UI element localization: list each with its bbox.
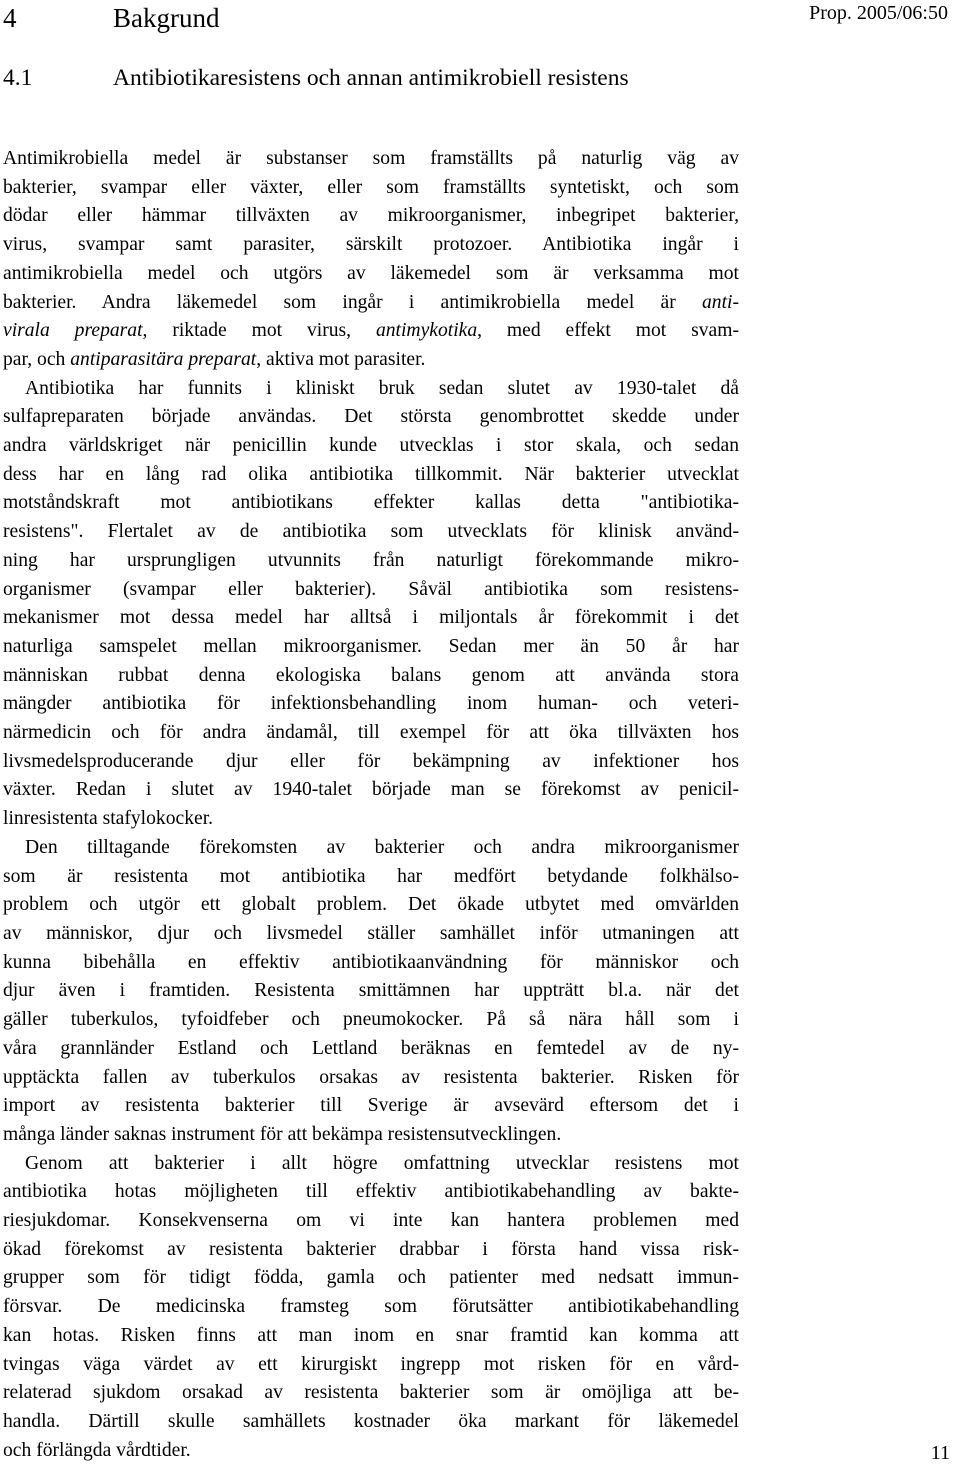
- text-line: ökad förekomst av resistenta bakterier drabbar i första hand vissa risk-: [3, 1238, 739, 1260]
- text-line: virus, svampar samt parasiter, särskilt protozoer. Antibiotika ingår i: [3, 234, 739, 256]
- text-line: gäller tuberkulos, tyfoidfeber och pneumokocker. På så nära håll som i: [3, 1009, 739, 1031]
- text-line: naturliga samspelet mellan mikroorganismer. Sedan mer än 50 år har: [3, 635, 739, 657]
- text-line: organismer (svampar eller bakterier). Såväl antibiotika som resistens-: [3, 578, 739, 600]
- text-line: Antimikrobiella medel är substanser som framställts på naturlig väg av: [3, 148, 739, 169]
- chapter-number: 4: [3, 3, 17, 33]
- section-number: 4.1: [3, 65, 33, 91]
- text-line: mängder antibiotika för infektionsbehandling inom human- och veteri-: [3, 693, 739, 715]
- document-page: [3, 0, 960, 1469]
- text-line: kan hotas. Risken finns att man inom en snar framtid kan komma att: [3, 1324, 739, 1346]
- running-head: Prop. 2005/06:50: [809, 2, 948, 24]
- chapter-title: Bakgrund: [113, 3, 220, 33]
- text-line: grupper som för tidigt födda, gamla och patienter med nedsatt immun-: [3, 1267, 739, 1289]
- body-text: [3, 145, 739, 1465]
- text-line: Antibiotika har funnits i kliniskt bruk sedan slutet av 1930-talet då: [25, 377, 739, 399]
- paragraph-2: [3, 375, 739, 834]
- text-line: många länder saknas instrument för att bekämpa resistensutvecklingen.: [3, 1123, 562, 1145]
- paragraph-4: [3, 1150, 739, 1466]
- text-line: tvingas väga värdet av ett kirurgiskt ingrepp mot risken för en vård-: [3, 1353, 739, 1375]
- text-line: linresistenta stafylokocker.: [3, 808, 214, 830]
- text-line: Den tilltagande förekomsten av bakterier och andra mikroorganismer: [25, 836, 739, 858]
- section-title: Antibiotikaresistens och annan antimikrobiell resistens: [113, 65, 629, 91]
- text-line: riesjukdomar. Konsekvenserna om vi inte kan hantera problemen med: [3, 1210, 739, 1232]
- text-line: mekanismer mot dessa medel har alltså i miljontals år förekommit i det: [3, 607, 739, 629]
- section-heading: [3, 61, 743, 95]
- text-line: livsmedelsproducerande djur eller för bekämpning av infektioner hos: [3, 750, 739, 772]
- text-line: och förlängda vårdtider.: [3, 1439, 191, 1461]
- text-line: kunna bibehålla en effektiv antibiotikaanvändning för människor och: [3, 951, 739, 973]
- chapter-heading: [3, 0, 219, 36]
- text-line: växter. Redan i slutet av 1940-talet började man se förekomst av penicil-: [3, 779, 739, 801]
- text-line: dess har en lång rad olika antibiotika tillkommit. När bakterier utvecklat: [3, 463, 739, 485]
- text-line: människan rubbat denna ekologiska balans genom att använda stora: [3, 664, 739, 686]
- page-number: 11: [930, 1442, 950, 1464]
- text-line: som är resistenta mot antibiotika har medfört betydande folkhälso-: [3, 865, 739, 887]
- text-line: upptäckta fallen av tuberkulos orsakas av resistenta bakterier. Risken för: [3, 1066, 739, 1088]
- text-line: motståndskraft mot antibiotikans effekter kallas detta "antibiotika-: [3, 492, 739, 514]
- text-line: virala preparat, riktade mot virus, antimykotika, med effekt mot svam-: [3, 320, 739, 342]
- text-line: bakterier. Andra läkemedel som ingår i antimikrobiella medel är anti-: [3, 291, 739, 313]
- text-line: närmedicin och för andra ändamål, till exempel för att öka tillväxten hos: [3, 722, 739, 744]
- text-line: handla. Därtill skulle samhällets kostnader öka markant för läkemedel: [3, 1410, 739, 1432]
- text-line: import av resistenta bakterier till Sverige är avsevärd eftersom det i: [3, 1095, 739, 1117]
- text-line: försvar. De medicinska framsteg som förutsätter antibiotikabehandling: [3, 1296, 739, 1318]
- text-line: problem och utgör ett globalt problem. Det ökade utbytet med omvärlden: [3, 894, 739, 916]
- text-line: av människor, djur och livsmedel ställer samhället inför utmaningen att: [3, 922, 739, 944]
- text-line: ning har ursprungligen utvunnits från naturligt förekommande mikro-: [3, 549, 739, 571]
- paragraph-1: [3, 145, 739, 375]
- text-line: våra grannländer Estland och Lettland beräknas en femtedel av de ny-: [3, 1037, 739, 1059]
- text-line: djur även i framtiden. Resistenta smittämnen har uppträtt bl.a. när det: [3, 980, 739, 1002]
- text-line: Genom att bakterier i allt högre omfattning utvecklar resistens mot: [25, 1152, 739, 1174]
- paragraph-3: [3, 834, 739, 1150]
- text-line: par, och antiparasitära preparat, aktiva mot parasiter.: [3, 348, 426, 370]
- text-line: bakterier, svampar eller växter, eller som framställts syntetiskt, och som: [3, 176, 739, 198]
- text-line: antibiotika hotas möjligheten till effektiv antibiotikabehandling av bakte-: [3, 1181, 739, 1203]
- text-line: dödar eller hämmar tillväxten av mikroorganismer, inbegripet bakterier,: [3, 205, 739, 227]
- text-line: resistens". Flertalet av de antibiotika som utvecklats för klinisk använd-: [3, 521, 739, 543]
- text-line: relaterad sjukdom orsakad av resistenta bakterier som är omöjliga att be-: [3, 1382, 739, 1404]
- text-line: sulfapreparaten började användas. Det största genombrottet skedde under: [3, 406, 739, 428]
- text-line: andra världskriget när penicillin kunde utvecklas i stor skala, och sedan: [3, 435, 739, 457]
- text-line: antimikrobiella medel och utgörs av läkemedel som är verksamma mot: [3, 262, 739, 284]
